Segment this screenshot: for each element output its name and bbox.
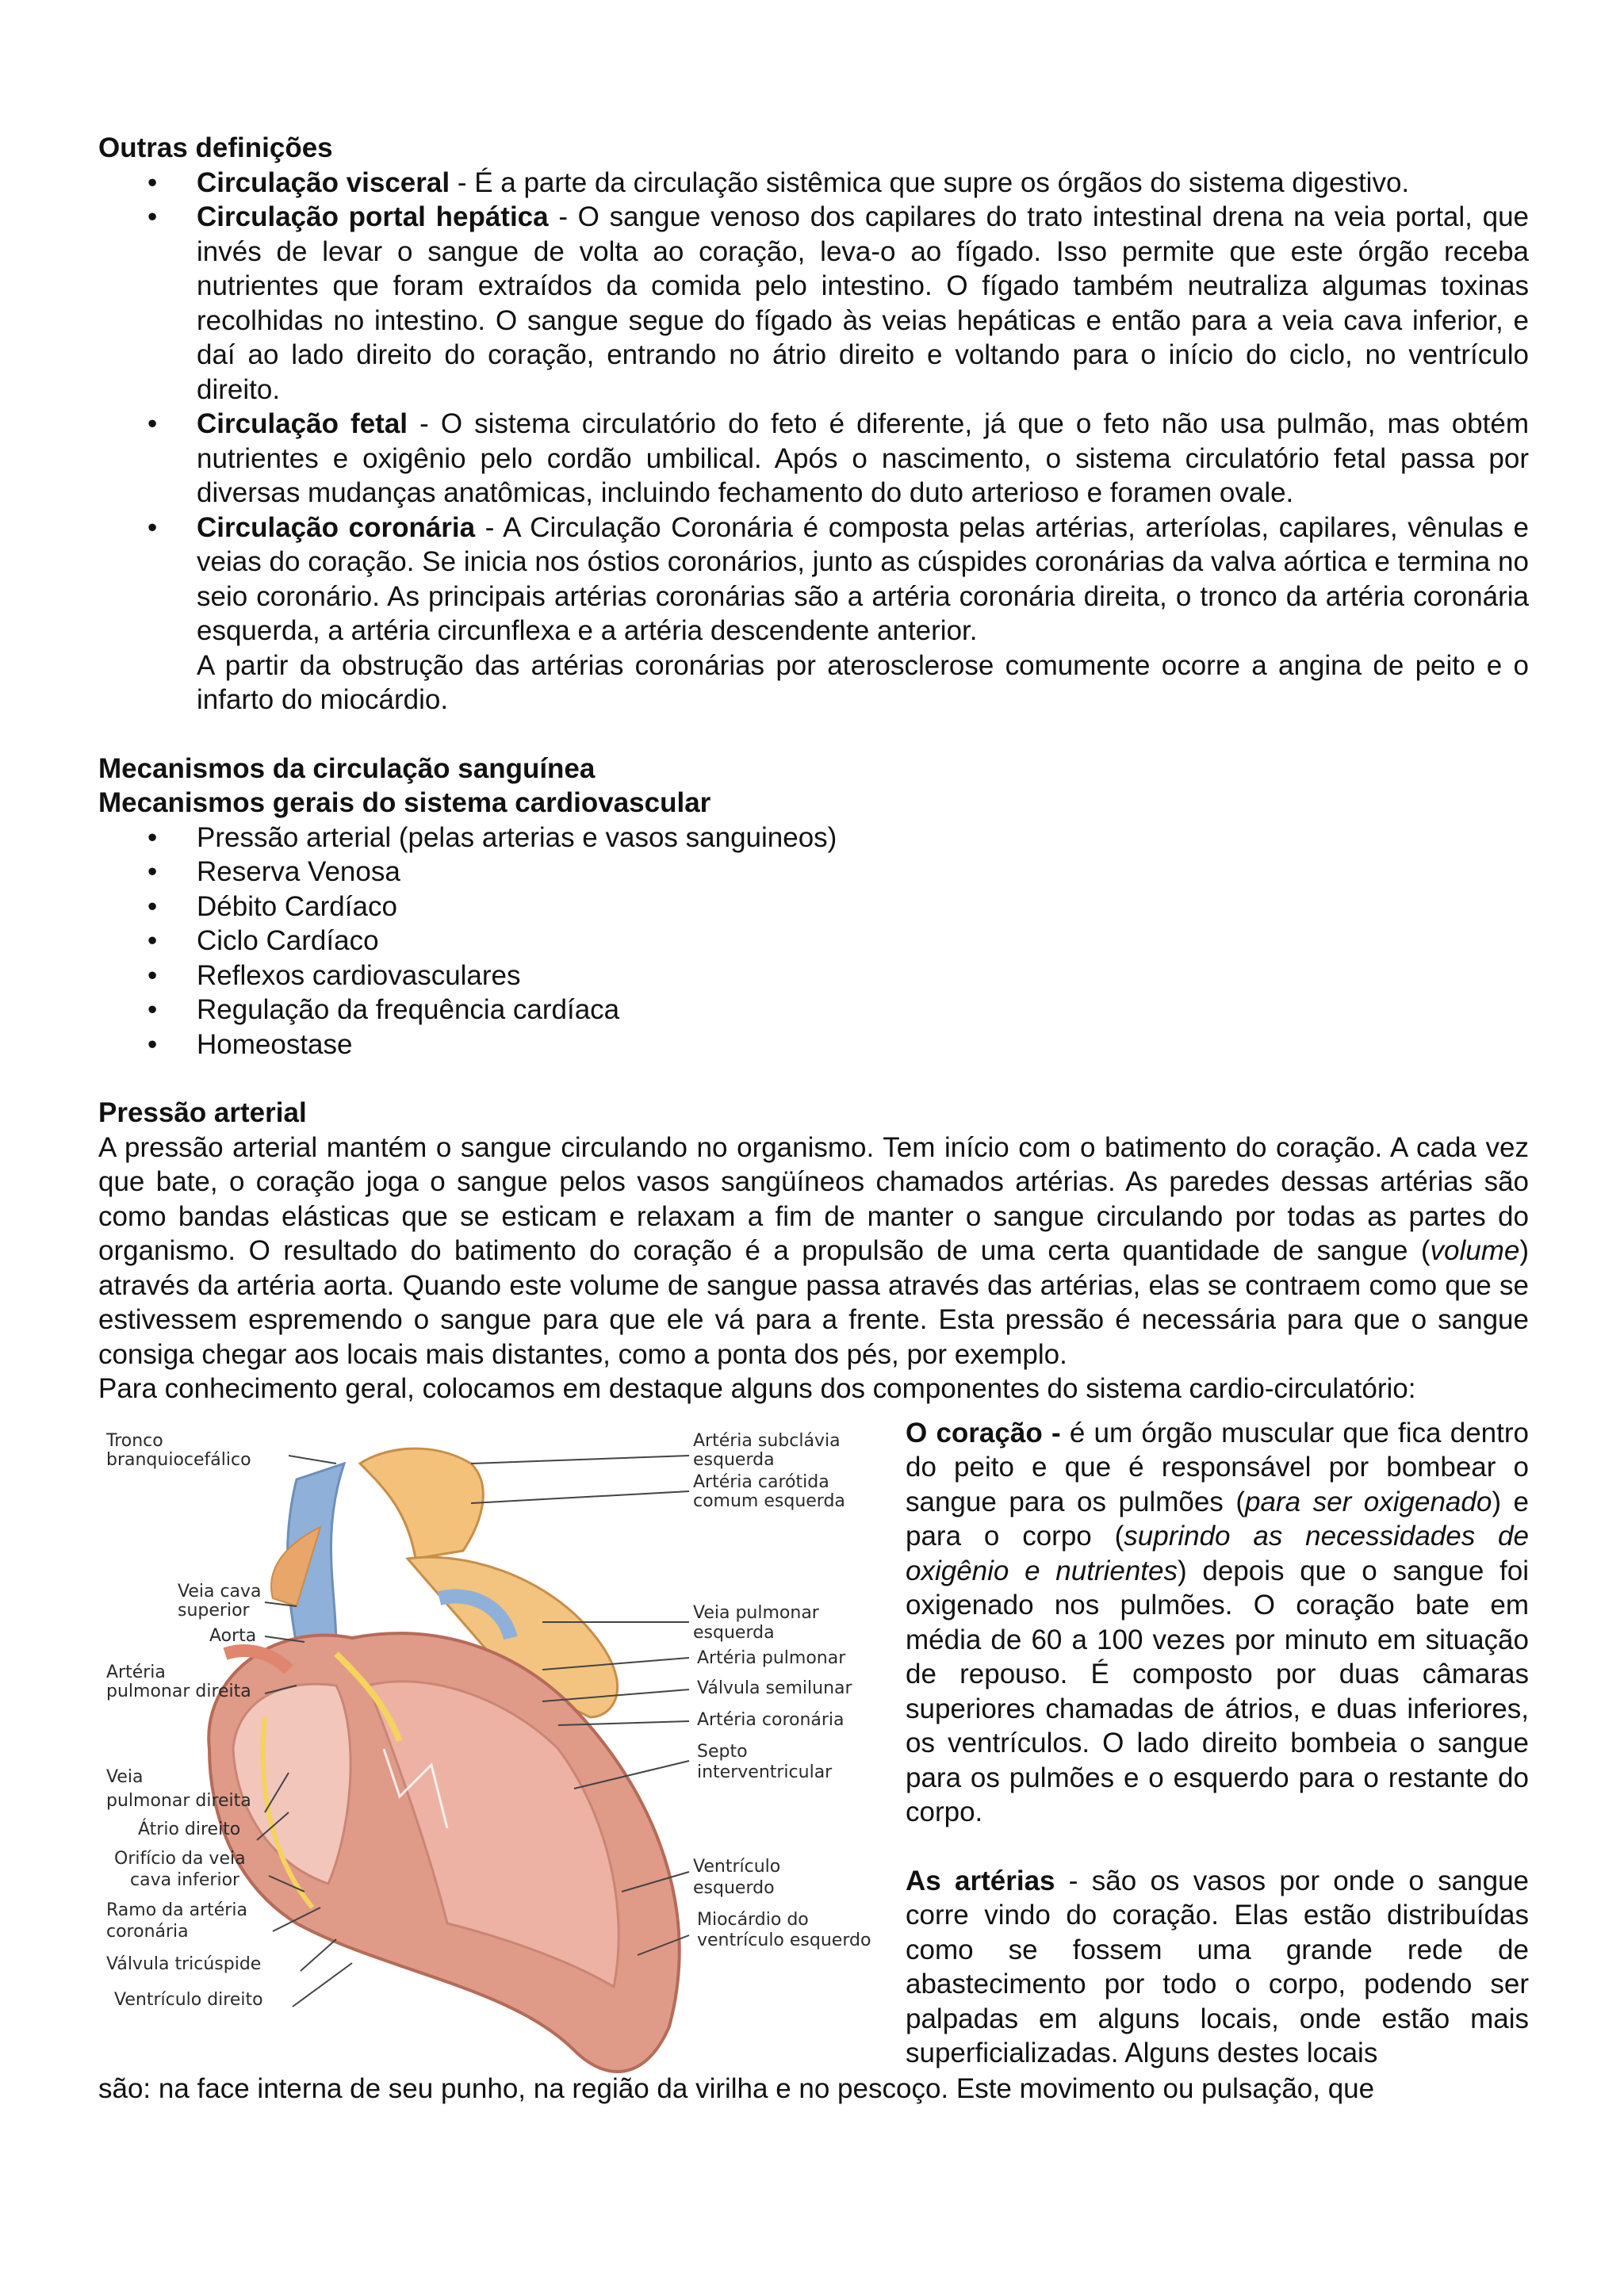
label: Artéria subclávia xyxy=(693,1430,841,1451)
term: As artérias xyxy=(906,1865,1055,1896)
label: Ramo da artéria xyxy=(106,1900,247,1920)
label: coronária xyxy=(106,1921,189,1942)
label: Veia cava xyxy=(178,1581,262,1601)
section-title-mecanismos: Mecanismos da circulação sanguínea xyxy=(98,752,596,784)
list-item: • Débito Cardíaco xyxy=(197,890,1529,924)
document-page xyxy=(98,131,1529,2130)
definition: - O sangue venoso dos capilares do trato intestinal drena na veia portal, que invés de levar o sangue de volta ao coração, leva-o ao fígado. Isso permite que este órgão receba nutrientes que foram extraídos da comida pelo intestino. O fígado também neutraliza algumas toxinas recolhidas no intestino. O sangue segue do fígado às veias hepáticas e então para a veia cava inferior, e daí ao lado direito do coração, entrando no átrio direito e voltando para o início do ciclo, no ventrículo direito. xyxy=(197,201,1529,405)
coracao-paragraph: O coração - é um órgão muscular que fica dentro do peito e que é responsável por bombear o sangue para os pulmões (para ser oxigenado) e para o corpo (suprindo as necessidades de oxigênio e nutrientes) depois que o sangue foi oxigenado nos pulmões. O coração bate em média de 60 a 100 vezes por minuto em situação de repouso. É composto por duas câmaras superiores chamadas de átrios, e duas inferiores, os ventrículos. O lado direito bombeia o sangue para os pulmões e o esquerdo para o restante do corpo. xyxy=(906,1417,1529,1827)
label: esquerdo xyxy=(693,1877,775,1898)
label: Septo xyxy=(697,1741,748,1762)
definition: - O sistema circulatório do feto é diferente, já que o feto não usa pulmão, mas obtém nutrientes e oxigênio pelo cordão umbilical. Após o nascimento, o sistema circulatório fetal passa por diversas mudanças anatômicas, incluindo fechamento do duto arterioso e foramen ovale. xyxy=(197,408,1529,508)
list-item: • Homeostase xyxy=(197,1027,1529,1062)
label: Veia xyxy=(106,1766,144,1787)
label: esquerda xyxy=(693,1622,775,1643)
label: Artéria pulmonar xyxy=(697,1647,846,1668)
list-item: • Pressão arterial (pelas arterias e vasos sanguineos) xyxy=(197,821,1529,855)
label: comum esquerda xyxy=(693,1490,845,1511)
label: Artéria coronária xyxy=(697,1709,845,1730)
label: pulmonar direita xyxy=(106,1681,251,1701)
label: branquiocefálico xyxy=(106,1449,251,1470)
definition: - A Circulação Coronária é composta pelas artérias, arteríolas, capilares, vênulas e veias do coração. Se inicia nos óstios coronários, junto as cúspides coronárias da valva aórtica e termina no seio coronário. As principais artérias coronárias são a artéria coronária direita, o tronco da artéria coronária esquerda, a artéria circunflexa e a artéria descendente anterior. xyxy=(197,511,1529,646)
list-item xyxy=(197,511,1529,649)
label: Válvula tricúspide xyxy=(106,1954,262,1974)
label: ventrículo esquerdo xyxy=(697,1930,871,1950)
list-item xyxy=(197,407,1529,511)
list-item: • Reflexos cardiovasculares xyxy=(197,959,1529,993)
heart-anatomy-figure xyxy=(98,1416,875,2130)
list-item: • Reserva Venosa xyxy=(197,855,1529,890)
label: esquerda xyxy=(693,1449,775,1470)
label: cava inferior xyxy=(130,1869,240,1890)
label: Artéria carótida xyxy=(693,1471,829,1492)
label: superior xyxy=(178,1600,250,1621)
section-subtitle-mecanismos: Mecanismos gerais do sistema cardiovascular xyxy=(98,787,711,818)
mecanismos-list xyxy=(98,821,1529,1062)
label: Miocárdio do xyxy=(697,1909,809,1930)
term: Circulação portal hepática xyxy=(197,201,549,232)
label: Tronco xyxy=(106,1430,163,1451)
pressao-paragraph: A pressão arterial mantém o sangue circulando no organismo. Tem início com o batimento do coração. A cada vez que bate, o coração joga o sangue pelos vasos sangüíneos chamados artérias. As paredes dessas artérias são como bandas elásticas que se esticam e relaxam a fim de manter o sangue circulando por todas as partes do organismo. O resultado do batimento do coração é a propulsão de uma certa quantidade de sangue (volume) através da artéria aorta. Quando este volume de sangue passa através das artérias, elas se contraem como que se estivessem espremendo o sangue para que ele vá para a frente. Esta pressão é necessária para que o sangue consiga chegar aos locais mais distantes, como a ponta dos pés, por exemplo. xyxy=(98,1131,1529,1370)
label: Veia pulmonar xyxy=(693,1602,819,1623)
label: Ventrículo direito xyxy=(114,1989,263,2010)
label: Átrio direito xyxy=(138,1819,241,1839)
section-title-outras: Outras definições xyxy=(98,132,333,163)
labels-right xyxy=(693,1431,871,1950)
arterias-continuation: são: na face interna de seu punho, na região da virilha e no pescoço. Este movimento ou pulsação, que xyxy=(98,2072,1375,2104)
outras-list xyxy=(98,166,1529,649)
section-title-pressao: Pressão arterial xyxy=(98,1097,307,1128)
term: Circulação visceral xyxy=(197,166,450,198)
heart-illustration xyxy=(209,1448,679,2072)
definition: - É a parte da circulação sistêmica que supre os órgãos do sistema digestivo. xyxy=(450,166,1410,198)
list-item: • Regulação da frequência cardíaca xyxy=(197,993,1529,1027)
pressao-intro: Para conhecimento geral, colocamos em destaque alguns dos componentes do sistema cardio-circulatório: xyxy=(98,1373,1416,1404)
label: Ventrículo xyxy=(693,1856,781,1877)
term: Circulação fetal xyxy=(197,408,408,439)
side-text xyxy=(906,1416,1529,2071)
list-item xyxy=(197,200,1529,407)
list-item: • Ciclo Cardíaco xyxy=(197,924,1529,959)
label: Válvula semilunar xyxy=(697,1678,852,1698)
arterias-paragraph: As artérias - são os vasos por onde o sangue corre vindo do coração. Elas estão distribuídas como se fossem uma grande rede de abastecimento por todo o corpo, podendo ser palpadas em alguns locais, onde estão mais superficializadas. Alguns destes locais xyxy=(906,1865,1530,2068)
term: Circulação coronária xyxy=(197,511,476,543)
label: pulmonar direita xyxy=(106,1790,251,1811)
list-item xyxy=(197,166,1529,201)
label: Aorta xyxy=(209,1625,257,1646)
term: O coração - xyxy=(906,1417,1061,1448)
label: interventricular xyxy=(697,1762,833,1782)
label: Artéria xyxy=(106,1662,166,1682)
coronary-note: A partir da obstrução das artérias coronárias por aterosclerose comumente ocorre a angina de peito e o infarto do miocárdio. xyxy=(197,649,1529,715)
label: Orifício da veia xyxy=(114,1848,246,1869)
figure-section xyxy=(98,1416,1529,2130)
